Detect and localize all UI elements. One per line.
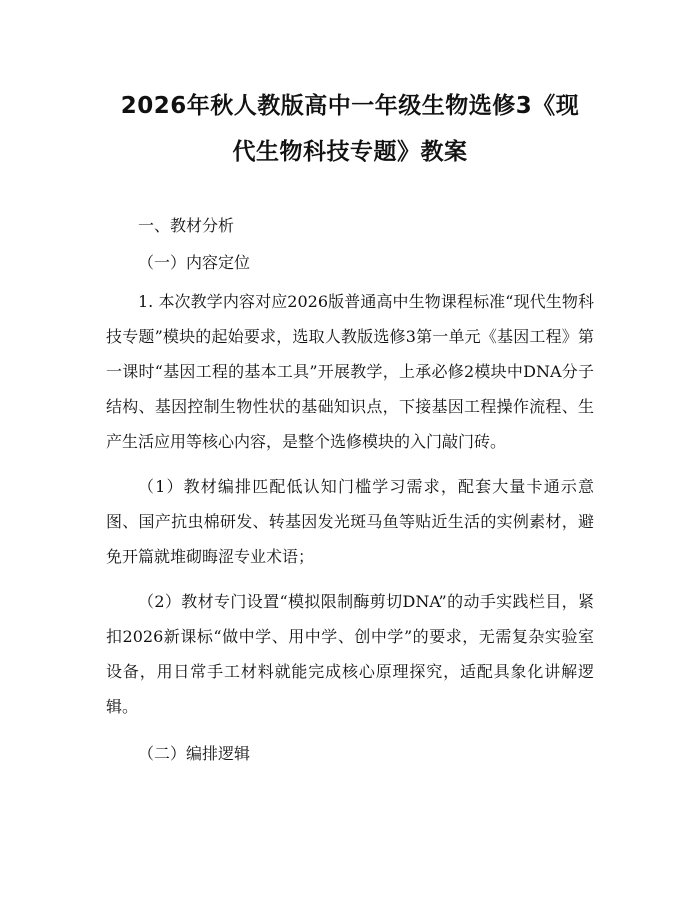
section-heading: 一、教材分析 [138, 216, 235, 235]
paragraph-2: （1）教材编排匹配低认知门槛学习需求，配套大量卡通示意图、国产抗虫棉研发、转基因发光斑马鱼等贴近生活的实例素材，避免开篇就堆砌晦涩专业术语； [106, 477, 594, 566]
paragraph-1: 1. 本次教学内容对应2026版普通高中生物课程标准“现代生物科技专题”模块的起始要求，选取人教版选修3第一单元《基因工程》第一课时“基因工程的基本工具”开展教学，上承必修2模块中DNA分子结构、基因控制生物性状的基础知识点，下接基因工程操作流程、生产生活应用等核心内容，是整个选修模块的入门敲门砖。 [106, 292, 594, 451]
subheading-arrangement-logic: （二）编排逻辑 [138, 744, 251, 763]
title-line-2: 代生物科技专题》教案 [232, 139, 468, 165]
paragraph-3: （2）教材专门设置“模拟限制酶剪切DNA”的动手实践栏目，紧扣2026新课标“做中学、用中学、创中学”的要求，无需复杂实验室设备，用日常手工材料就能完成核心原理探究，适配具象化讲解逻辑。 [106, 592, 594, 716]
document-title [106, 0, 594, 175]
title-line-1: 2026年秋人教版高中一年级生物选修3《现 [120, 93, 580, 119]
subheading-content-positioning: （一）内容定位 [138, 253, 251, 272]
